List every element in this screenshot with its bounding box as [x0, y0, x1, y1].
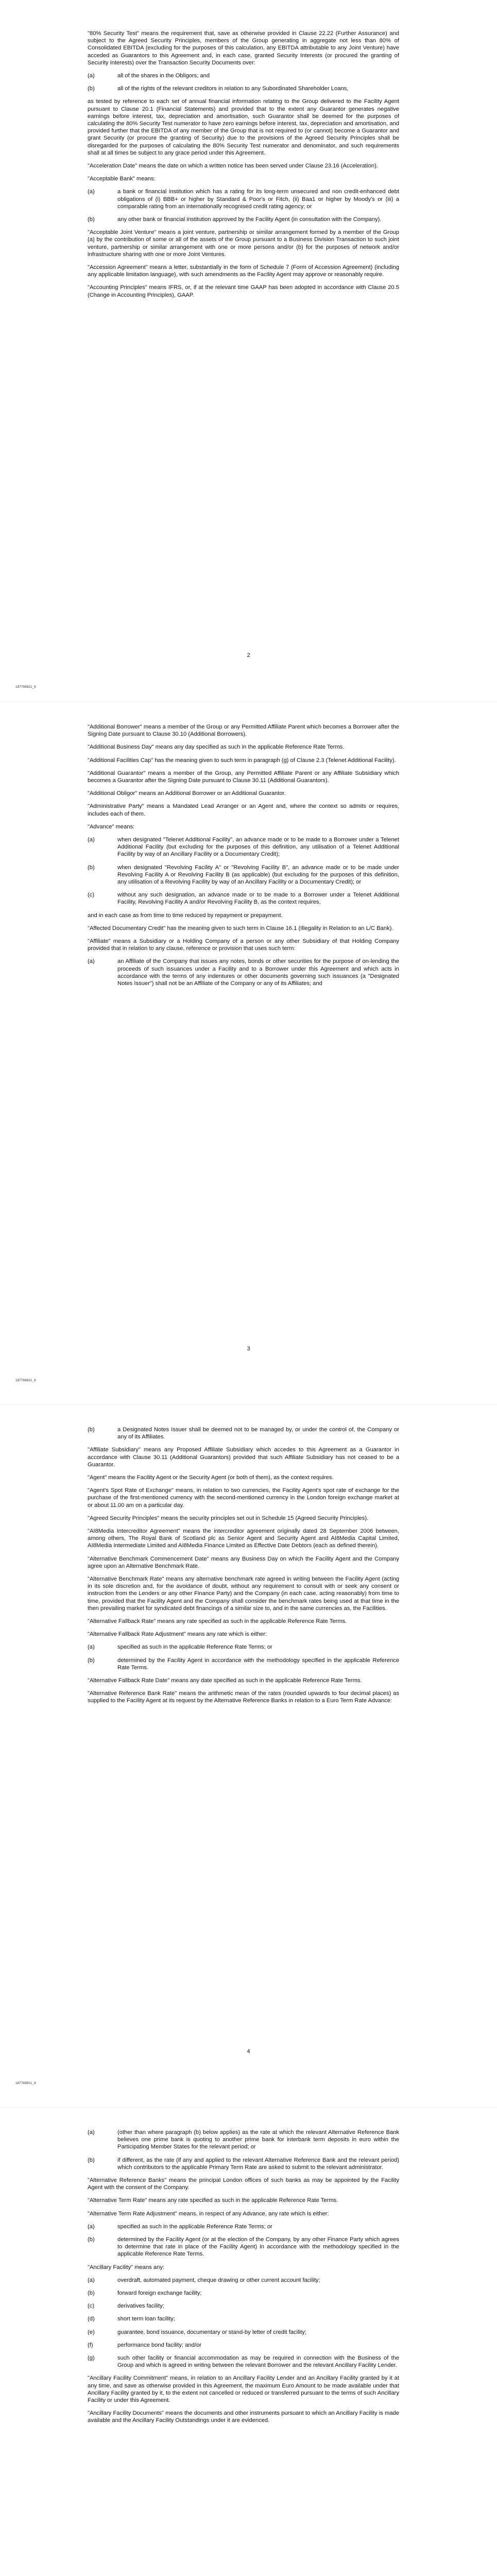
list-item-label: (d) — [88, 2316, 95, 2323]
list-item — [88, 2354, 399, 2369]
list-item-label: (b) — [88, 2157, 95, 2163]
list-item-text: such other facility or financial accommodation as may be required in connection with the Business of the Group and which is agreed in writing between the relevant Borrower and the relevant Ancillary Facility Lender. — [117, 2355, 399, 2369]
list-item-text: forward foreign exchange facility; — [117, 2290, 202, 2297]
definition-paragraph: "Affiliate" means a Subsidiary or a Holding Company of a person or any other Subsidiary of that Holding Company provided that in relation to any clause, reference or provision that uses such term: — [88, 938, 399, 952]
list-item-label: (f) — [88, 2342, 93, 2348]
definition-paragraph: "Additional Borrower" means a member of the Group or any Permitted Affiliate Parent which becomes a Borrower after the Signing Date pursuant to Clause 30.10 (Additional Borrowers). — [88, 724, 399, 738]
list-item-label: (b) — [88, 864, 95, 871]
list-item-text: performance bond facility; and/or — [117, 2342, 201, 2348]
definition-paragraph: "Ancillary Facility Documents" means the documents and other instruments pursuant to which an Ancillary Facility is made available and the Ancillary Facility Outstandings under it are evidenced. — [88, 2410, 399, 2424]
definition-paragraph: "80% Security Test" means the requirement that, save as otherwise provided in Clause 22.22 (Further Assurance) and subject to the Agreed Security Principles, members of the Group generating in aggregate not less than 80% of Consolidated EBITDA (excluding for the purposes of this calculation, any EBITDA attributable to any Joint Venture) have acceded as Guarantors to this Agreement and, in each case, granted Security Interests (or procured the granting of Security Interests) over the Transaction Security Documents over: — [88, 30, 399, 66]
list-item-text: determined by the Facility Agent (or at the election of the Company, by any other Finance Party which agrees to determine that rate in place of the Facility Agent) in accordance with the methodology specified in the applicable Reference Rate Terms. — [117, 2236, 399, 2258]
list-item — [88, 1426, 399, 1440]
list-item — [88, 188, 399, 210]
definition-paragraph: "AI8Media Intercreditor Agreement" means the intercreditor agreement originally dated 28 September 2006 between, among others, The Royal Bank of Scotland plc as Senior Agent and Security Agent and AI8Media Capital Limited, AI8Media Intermediate Limited and AI8Media Finance Limited as Effective Date Debtors (each as defined therein). — [88, 1528, 399, 1549]
definition-paragraph: "Affected Documentary Credit" has the meaning given to such term in Clause 16.1 (Illegality in Relation to an L/C Bank). — [88, 925, 393, 931]
list-item-text: a bank or financial institution which has a rating for its long-term unsecured and non credit-enhanced debt obligations of (i) BBB+ or higher by Standard & Poor's or Fitch, (ii) Baa1 or higher by Moody's or (iii) a comparable rating from an internationally recognised credit rating agency; or — [117, 189, 399, 210]
definition-paragraph: "Agent's Spot Rate of Exchange" means, in relation to two currencies, the Facility Agent's spot rate of exchange for the purchase of the first-mentioned currency with the second-mentioned currency in the London foreign exchange market at or about 11.00 am on a particular day. — [88, 1487, 399, 1509]
list-item-label: (a) — [88, 189, 95, 195]
definition-paragraph: "Agent" means the Facility Agent or the Security Agent (or both of them), as the context requires. — [88, 1475, 334, 1481]
list-item-label: (a) — [88, 2129, 95, 2136]
definition-paragraph: "Alternative Fallback Rate Date" means any date specified as such in the applicable Reference Rate Terms. — [88, 1677, 362, 1684]
list-item — [88, 2315, 399, 2323]
list-item — [88, 2277, 399, 2284]
list-item-text: determined by the Facility Agent in accordance with the methodology specified in the applicable Reference Rate Terms. — [117, 1657, 399, 1671]
definition-paragraph: "Alternative Term Rate" means any rate specified as such in the applicable Reference Rate Terms. — [88, 2197, 338, 2204]
definition-paragraph: "Alternative Fallback Rate" means any rate specified as such in the applicable Reference Rate Terms. — [88, 1618, 347, 1625]
definition-paragraph: "Additional Facilities Cap" has the meaning given to such term in paragraph (g) of Clause 2.3 (Telenet Additional Facility). — [88, 757, 396, 764]
list-item-text: when designated "Telenet Additional Facility", an advance made or to be made to a Borrower under a Telenet Additional Facility (but excluding for the purposes of this definition, any utilisation of a Telenet Additional Facility by way of an Ancillary Facility or a Documentary Credit); — [117, 837, 399, 858]
definition-paragraph: "Advance" means: — [88, 823, 135, 830]
list-item-text: all of the rights of the relevant creditors in relation to any Subordinated Shareholder Loans, — [117, 86, 349, 92]
list-item-text: if different, as the rate (if any and applied to the relevant Alternative Reference Bank and the relevant period) which contributors to the applicable Primary Term Rate are asked to submit to the relevant administrator. — [117, 2157, 399, 2171]
list-item — [88, 2290, 399, 2297]
list-item-label: (a) — [88, 1644, 95, 1651]
list-item — [88, 2157, 399, 2171]
list-item-text: derivatives facility; — [117, 2303, 164, 2310]
definition-paragraph: "Ancillary Facility" means any: — [88, 2264, 165, 2270]
list-item — [88, 2129, 399, 2151]
list-item-text: specified as such in the applicable Reference Rate Terms; or — [117, 1644, 272, 1651]
definition-paragraph: "Alternative Term Rate Adjustment" means, in respect of any Advance, any rate which is either: — [88, 2210, 329, 2217]
list-item — [88, 216, 399, 223]
list-item — [88, 2223, 399, 2230]
list-item-text: any other bank or financial institution approved by the Facility Agent (in consultation with the Company). — [117, 216, 382, 223]
page-separator — [0, 1404, 497, 1405]
list-item — [88, 2236, 399, 2258]
list-item-label: (c) — [88, 2303, 95, 2310]
list-item-label: (b) — [88, 86, 95, 92]
document-id: 187769921_6 — [15, 2081, 36, 2085]
list-item-text: without any such designation, an advance made or to be made to a Borrower under a Telenet Additional Facility, Revolving Facility A and/or Revolving Facility B, as the context requires, — [117, 892, 399, 906]
list-item — [88, 836, 399, 858]
list-item-label: (a) — [88, 2223, 95, 2230]
document-page-5 — [0, 2108, 497, 2576]
page-3-body — [88, 723, 399, 993]
document-page-2 — [0, 0, 497, 702]
list-item — [88, 85, 399, 92]
definition-paragraph: "Alternative Benchmark Rate" means any alternative benchmark rate agreed in writing between the Facility Agent (acting in its sole discretion and, for the avoidance of doubt, without any requirement to consult with or seek any consent or instruction from the Lenders or any other Finance Party) and the Company (in each case, acting reasonably) from time to time, provided that the Facility Agent and the Company shall consider the benchmark rates being used at that time in the then prevailing market for syndicated debt financings of a similar size to, and in the same currencies as, the Facilities. — [88, 1576, 399, 1612]
definition-paragraph: "Affiliate Subsidiary" means any Proposed Affiliate Subsidiary which accedes to this Agreement as a Guarantor in accordance with Clause 30.11 (Additional Guarantors) provided that such Affiliate Subsidiary has not ceased to be a Guarantor. — [88, 1447, 399, 1468]
list-item-label: (a) — [88, 958, 95, 965]
list-item-text: when designated "Revolving Facility A" or "Revolving Facility B", an advance made or to be made under Revolving Facility A or Revolving Facility B (as applicable) (but excluding for the purposes of this definition, any utilisation of a Revolving Facility by way of an Ancillary Facility or a Documentary Credit); or — [117, 864, 399, 886]
definition-paragraph: "Administrative Party" means a Mandated Lead Arranger or an Agent and, where the context so admits or requires, includes each of them. — [88, 803, 399, 817]
list-item-label: (c) — [88, 892, 95, 899]
list-item — [88, 864, 399, 886]
list-item-label: (b) — [88, 1427, 95, 1433]
list-item-text: all of the shares in the Obligors; and — [117, 73, 210, 79]
definition-paragraph: as tested by reference to each set of annual financial information relating to the Group delivered to the Facility Agent pursuant to Clause 20.1 (Financial Statements) and provided that to the extent any Guarantor generates negative earnings before interest, tax, depreciation and amortisation, such Guarantor shall be deemed for the purposes of calculating the 80% Security Test numerator to have zero earnings before interest, tax, depreciation and amortisation, and provided further that the EBITDA of any member of the Group that is not required to (or cannot) become a Guarantor and grant Security (or procure the granting of Security) due to the provisions of the Agreed Security Principles shall be disregarded for the purposes of calculating the 80% Security Test numerator and denominator, and such requirements shall at all times be subject to any grace period under this Agreement. — [88, 98, 399, 156]
list-item-text: overdraft, automated payment, cheque drawing or other current account facility; — [117, 2277, 320, 2283]
definition-paragraph: "Additional Business Day" means any day specified as such in the applicable Reference Rate Terms. — [88, 744, 345, 751]
list-item-text: short term loan facility; — [117, 2316, 175, 2323]
definition-paragraph: "Alternative Reference Banks" means the principal London offices of such banks as may be appointed by the Facility Agent with the consent of the Company. — [88, 2177, 399, 2191]
list-item-text: specified as such in the applicable Reference Rate Terms; or — [117, 2223, 272, 2230]
page-4-body — [88, 1426, 399, 1710]
page-separator — [0, 2107, 497, 2108]
definition-paragraph: "Acceleration Date" means the date on which a written notice has been served under Clause 23.16 (Acceleration). — [88, 163, 378, 170]
definition-paragraph: "Additional Obligor" means an Additional Borrower or an Additional Guarantor. — [88, 790, 286, 797]
page-number: 3 — [247, 1346, 250, 1352]
definition-paragraph: "Alternative Reference Bank Rate" means the arithmetic mean of the rates (rounded upwards to four decimal places) as supplied to the Facility Agent at its request by the Alternative Reference Banks in relation to a Euro Term Rate Advance: — [88, 1690, 399, 1704]
definition-paragraph: "Accession Agreement" means a letter, substantially in the form of Schedule 7 (Form of Accession Agreement) (including any applicable limitation language), with such amendments as the Facility Agent may approve or reasonably require. — [88, 264, 399, 278]
definition-paragraph: "Ancillary Facility Commitment" means, in relation to an Ancillary Facility Lender and an Ancillary Facility granted by it at any time, and save as otherwise provided in this Agreement, the maximum Euro Amount to be made available under that Ancillary Facility granted by it, to the extent not cancelled or reduced or transferred pursuant to the terms of such Ancillary Facility or under this Agreement. — [88, 2375, 399, 2404]
definition-paragraph: "Accounting Principles" means IFRS, or, if at the relevant time GAAP has been adopted in accordance with Clause 20.5 (Change in Accounting Principles), GAAP. — [88, 284, 399, 298]
definition-paragraph: "Alternative Fallback Rate Adjustment" means any rate which is either: — [88, 1631, 267, 1638]
list-item-text: an Affiliate of the Company that issues any notes, bonds or other securities for the purpose of on-lending the proceeds of such issuances under a Facility and to a Borrower under this Agreement and which acts in accordance with the terms of any indentures or other documents governing such issuances (a "Designated Notes Issuer") shall not be an Affiliate of the Company or any of its Affiliates; and — [117, 958, 399, 987]
list-item — [88, 1657, 399, 1671]
page-number: 2 — [247, 652, 250, 658]
document-id: 187769921_6 — [15, 685, 36, 689]
list-item-text: guarantee, bond issuance, documentary or stand-by letter of credit facility; — [117, 2329, 306, 2335]
definition-paragraph: "Additional Guarantor" means a member of the Group, any Permitted Affiliate Parent or any Affiliate Subsidiary which becomes a Guarantor after the Signing Date pursuant to Clause 30.11 (Additional Guarantors). — [88, 770, 399, 784]
list-item — [88, 72, 399, 79]
list-item-label: (b) — [88, 1657, 95, 1664]
list-item-text: a Designated Notes Issuer shall be deemed not to be managed by, or under the control of, the Company or any of its Affiliates. — [117, 1427, 399, 1440]
list-item-label: (e) — [88, 2329, 95, 2335]
list-item-label: (a) — [88, 73, 95, 79]
list-item — [88, 2342, 399, 2349]
list-item — [88, 2329, 399, 2336]
list-item — [88, 958, 399, 987]
list-item-label: (a) — [88, 2277, 95, 2283]
page-number: 4 — [247, 2048, 250, 2055]
page-5-body — [88, 2129, 399, 2430]
list-item-label: (g) — [88, 2355, 95, 2362]
definition-paragraph: "Acceptable Bank" means: — [88, 176, 156, 182]
definition-paragraph: "Acceptable Joint Venture" means a joint venture, partnership or similar arrangement formed by a member of the Group (a) by the contribution of some or all of the assets of the Group pursuant to a Business Division Transaction to such joint venture, partnership or similar arrangement with one or more persons and/or (b) for the purposes of network and/or infrastructure sharing with one or more Joint Ventures. — [88, 229, 399, 258]
definition-paragraph: and in each case as from time to time reduced by repayment or prepayment. — [88, 912, 283, 919]
list-item — [88, 891, 399, 906]
list-item — [88, 2302, 399, 2310]
list-item — [88, 1643, 399, 1651]
document-id: 187769921_6 — [15, 1379, 36, 1382]
list-item-label: (b) — [88, 2236, 95, 2243]
document-page-3 — [0, 703, 497, 1404]
list-item-label: (b) — [88, 2290, 95, 2297]
list-item-label: (b) — [88, 216, 95, 223]
definition-paragraph: "Agreed Security Principles" means the security principles set out in Schedule 15 (Agreed Security Principles). — [88, 1515, 369, 1521]
page-2-body — [88, 30, 399, 304]
list-item-text: (other than where paragraph (b) below applies) as the rate at which the relevant Alternative Reference Bank believes one prime bank is quoting to another prime bank for interbank term deposits in euro within the Participating Member States for the relevant period; or — [117, 2129, 399, 2150]
definition-paragraph: "Alternative Benchmark Commencement Date" means any Business Day on which the Facility Agent and the Company agree upon an Alternative Benchmark Rate. — [88, 1555, 399, 1569]
document-page-4 — [0, 1405, 497, 2107]
list-item-label: (a) — [88, 837, 95, 843]
